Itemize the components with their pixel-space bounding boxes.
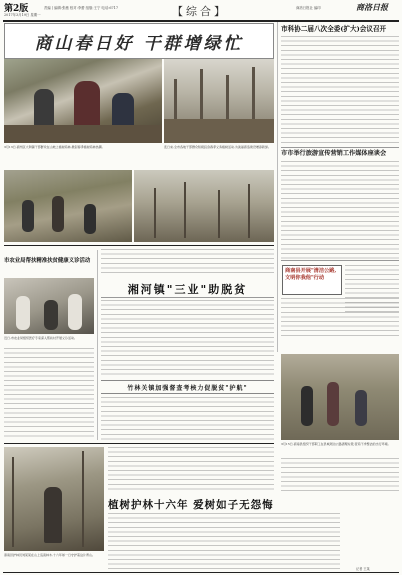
section-label: 综合	[186, 5, 214, 18]
right-separator-2	[281, 260, 399, 261]
center-sub-article	[101, 397, 274, 440]
banner-title: 商山春日好 干群增绿忙	[34, 34, 244, 54]
section-bracket-left: 【	[172, 5, 186, 18]
road-cleaning-photo	[281, 354, 399, 440]
right-headline-1: 市科协二届八次全委(扩大)会议召开	[281, 25, 387, 33]
column-divider-right	[277, 22, 278, 352]
right-separator-1	[281, 147, 399, 148]
forest-ranger-caption: 商南县护林员刘某某在山上巡查林木,十六年如一日守护着这片青山。	[4, 553, 95, 557]
lower-headline: 植树护林十六年 爱树如子无怨悔	[108, 499, 274, 511]
planting-photo-right	[164, 59, 274, 143]
header-nav: 责编 | 编辑:张薇 校对:李蕾 组版:王宁 电话:6717	[44, 6, 118, 10]
right-headline-3: 商南县开展"清洁公路,文明你我他"行动	[285, 268, 337, 281]
center-headline: 湘河镇"三业"助脱贫	[127, 283, 248, 296]
section-title	[150, 3, 250, 19]
header-right-info: 商洛日报社 编印	[296, 6, 321, 10]
center-headline-rule	[101, 297, 274, 298]
clinic-caption: 近日,市农业局组织医疗专家深入帮扶村开展义诊活动。	[4, 336, 77, 340]
hillside-photo-right	[134, 170, 274, 242]
road-cleaning-caption: 3月15日,商南县组织干部职工在县城周边公路清理垃圾,营造干净整洁的出行环境。	[281, 442, 391, 446]
left-mid-article	[4, 348, 94, 438]
planting-photo-large	[4, 59, 162, 143]
lower-article-a	[108, 447, 274, 493]
page-number: 第2版	[4, 4, 29, 14]
left-mid-rule	[4, 245, 274, 246]
bottom-right-credit: 记者 王某	[356, 567, 370, 571]
center-article	[101, 300, 274, 378]
top-caption-left: 3月13日,商州区大荆镇干部群众在山坡上植树造林,掀起春季植树造林热潮。	[4, 145, 105, 149]
lower-article-b	[108, 513, 340, 571]
right-article-2	[281, 161, 399, 259]
header-rule	[3, 20, 399, 22]
column-divider-left	[97, 250, 98, 440]
forest-ranger-photo	[4, 447, 104, 551]
page-date: 2017年3月19日 星期一	[4, 13, 41, 17]
right-article-1	[281, 36, 399, 146]
masthead: 商洛日报	[356, 2, 388, 12]
right-article-3b	[281, 298, 399, 338]
section-bracket-right: 】	[214, 5, 228, 18]
clinic-photo	[4, 278, 94, 334]
center-top-article	[101, 249, 274, 275]
lower-article-c	[281, 458, 399, 494]
bottom-rule	[4, 443, 274, 444]
hillside-photo-left	[4, 170, 132, 242]
left-mid-headline: 市农业局帮扶精准扶贫健康义诊活动	[4, 258, 91, 264]
top-caption-right: 连日来,全市各地干部群众积极投身春季义务植树活动,为美丽商洛建设增添新绿。	[164, 145, 271, 149]
right-headline-2: 市市举行旅游宣传营销工作媒体座谈会	[281, 150, 387, 157]
footer-rule	[3, 572, 399, 573]
center-sub-headline: 竹林关镇加强督查考核力促脱贫"护航"	[127, 385, 248, 392]
